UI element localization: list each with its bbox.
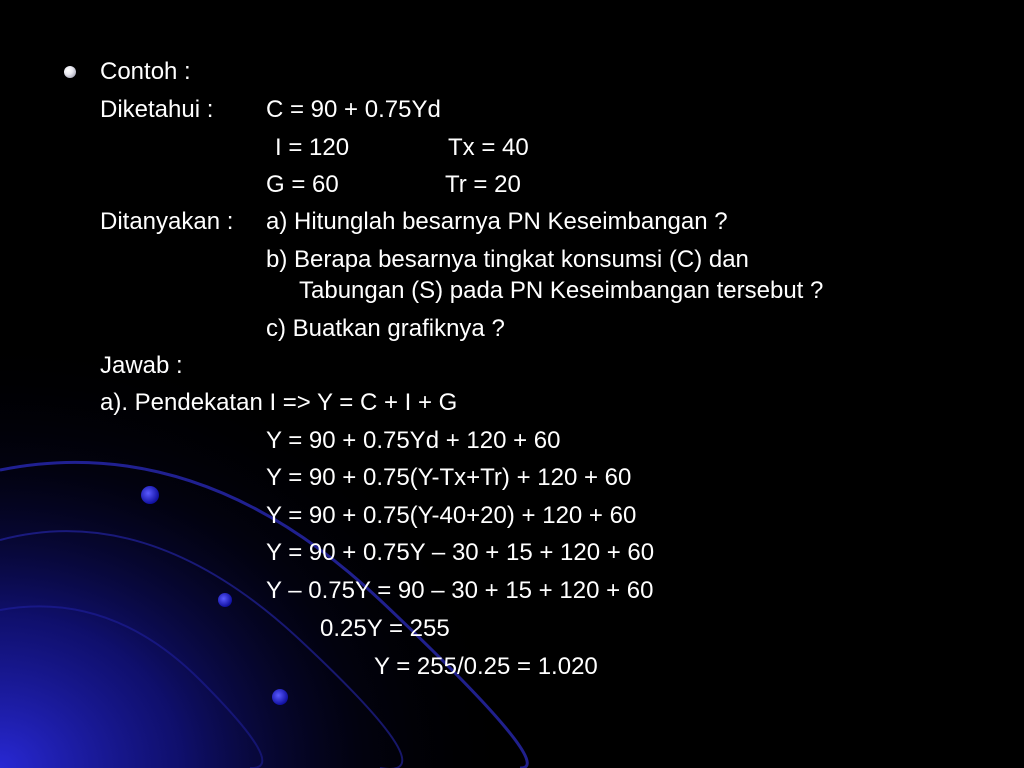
given-i: I = 120 <box>275 134 350 161</box>
given-tr: Tr = 20 <box>445 171 521 198</box>
asked-b-line1: b) Berapa besarnya tingkat konsumsi (C) dan <box>266 246 749 273</box>
given-c: C = 90 + 0.75Yd <box>266 96 441 123</box>
answer-approach: a). Pendekatan I => Y = C + I + G <box>100 389 458 416</box>
asked-a: a) Hitunglah besarnya PN Keseimbangan ? <box>266 208 728 235</box>
answer-step: Y = 90 + 0.75(Y-40+20) + 120 + 60 <box>266 502 637 529</box>
answer-label: Jawab : <box>100 352 183 379</box>
given-label: Diketahui : <box>100 96 214 123</box>
answer-step: 0.25Y = 255 <box>320 615 450 642</box>
answer-result: Y = 255/0.25 = 1.020 <box>374 653 598 680</box>
given-tx: Tx = 40 <box>448 134 529 161</box>
given-g: G = 60 <box>266 171 339 198</box>
answer-step: Y = 90 + 0.75(Y-Tx+Tr) + 120 + 60 <box>266 464 632 491</box>
asked-label: Ditanyakan : <box>100 208 234 235</box>
answer-step: Y = 90 + 0.75Yd + 120 + 60 <box>266 427 561 454</box>
answer-step: Y – 0.75Y = 90 – 30 + 15 + 120 + 60 <box>266 577 654 604</box>
asked-c: c) Buatkan grafiknya ? <box>266 315 505 342</box>
answer-step: Y = 90 + 0.75Y – 30 + 15 + 120 + 60 <box>266 539 655 566</box>
asked-b-line2: Tabungan (S) pada PN Keseimbangan tersebut ? <box>299 277 824 304</box>
bullet-icon <box>64 66 76 78</box>
heading-contoh: Contoh : <box>100 58 191 85</box>
